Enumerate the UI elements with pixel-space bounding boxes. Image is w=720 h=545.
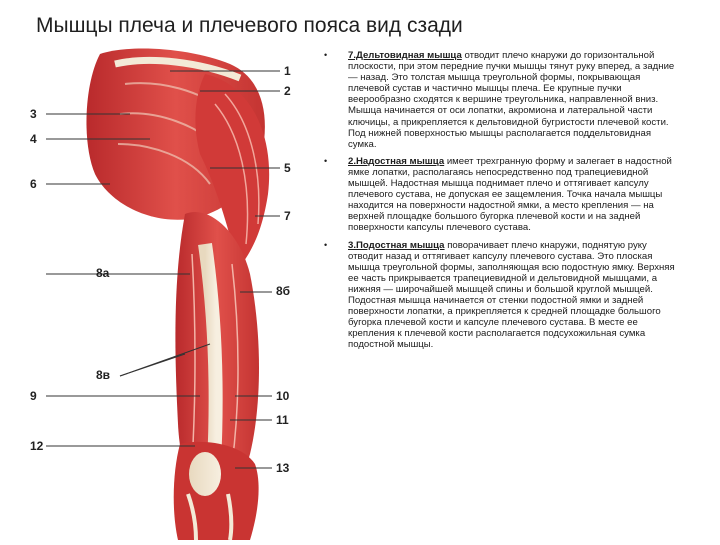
label-5: 5 — [284, 161, 291, 175]
label-8b: 8б — [276, 284, 291, 298]
arm-muscles-illustration — [0, 44, 320, 540]
label-11: 11 — [276, 413, 289, 427]
text-supraspinatus: имеет трехгранную форму и залегает в надостной ямке лопатки, располагаясь непосредственно под трапециевидной мышцей. Надостная мышца поднимает плечо и оттягивает капсулу плечевого сустава, не допуская ее защемления. Точка начала мышцы находится на поверхности надостной ямки, а место крепления — на верхней площадке большого бугорка плечевой кости и на задней поверхности капсулы плечевого сустава. — [348, 155, 672, 234]
bullet-icon: • — [324, 239, 328, 250]
olecranon — [189, 452, 221, 496]
label-13: 13 — [276, 461, 290, 475]
label-10: 10 — [276, 389, 290, 403]
anatomy-drawing — [0, 44, 320, 540]
label-6: 6 — [30, 177, 37, 191]
label-1: 1 — [284, 64, 291, 78]
label-7: 7 — [284, 209, 291, 223]
label-3: 3 — [30, 107, 37, 121]
label-9: 9 — [30, 389, 37, 403]
text-deltoid: отводит плечо кнаружи до горизонтальной плоскости, при этом передние пучки мышцы тянут руку вперед, а задние — назад. Это толстая мышца треугольной формы, покрывающая плечевой сустав и частично мышцы плеча. Ее крупные пучки веерообразно сходятся к вершине треугольника, направленной вниз. Мышца начинается от оси лопатки, акромиона и латеральной части ключицы, а прикрепляется к дельтовидной бугристости плечевой кости. Под нижней поверхностью мышцы располагается поддельтовидная сумка. — [348, 50, 675, 150]
label-8v: 8в — [96, 368, 111, 382]
term-supraspinatus: 2.Надостная мышца — [348, 155, 445, 167]
term-deltoid: 7.Дельтовидная мышца — [348, 50, 462, 61]
label-2: 2 — [284, 84, 291, 98]
paragraph-infraspinatus — [318, 240, 680, 351]
text-infraspinatus: поворачивает плечо кнаружи, поднятую руку отводит назад и оттягивает капсулу плечевого сустава. Это плоская мышца треугольной формы, заполняющая всю подостную ямку. Верхняя ее часть прикрывается трапециевидной и дельтовидной мышцами, а нижняя — широчайшей мышцей спины и большой круглой мышцей. Подостная мышца начинается от стенки подостной ямки и задней поверхности лопатки, а прикрепляется к средней площадке большого бугорка плечевой кости и капсуле плечевого сустава. В месте ее крепления к плечевой кости располагается подсухожильная сумка подостной мышцы. — [348, 239, 675, 351]
label-8a: 8а — [96, 266, 110, 280]
paragraph-deltoid — [318, 50, 680, 150]
paragraph-supraspinatus — [318, 156, 680, 234]
label-12: 12 — [30, 439, 44, 453]
bullet-icon: • — [324, 50, 328, 60]
forearm-muscles — [174, 442, 259, 540]
description-list — [318, 50, 680, 356]
bullet-icon: • — [324, 155, 328, 166]
term-infraspinatus: 3.Подостная мышца — [348, 239, 445, 251]
page-title: Мышцы плеча и плечевого пояса вид сзади — [36, 14, 463, 37]
label-4: 4 — [30, 132, 37, 146]
